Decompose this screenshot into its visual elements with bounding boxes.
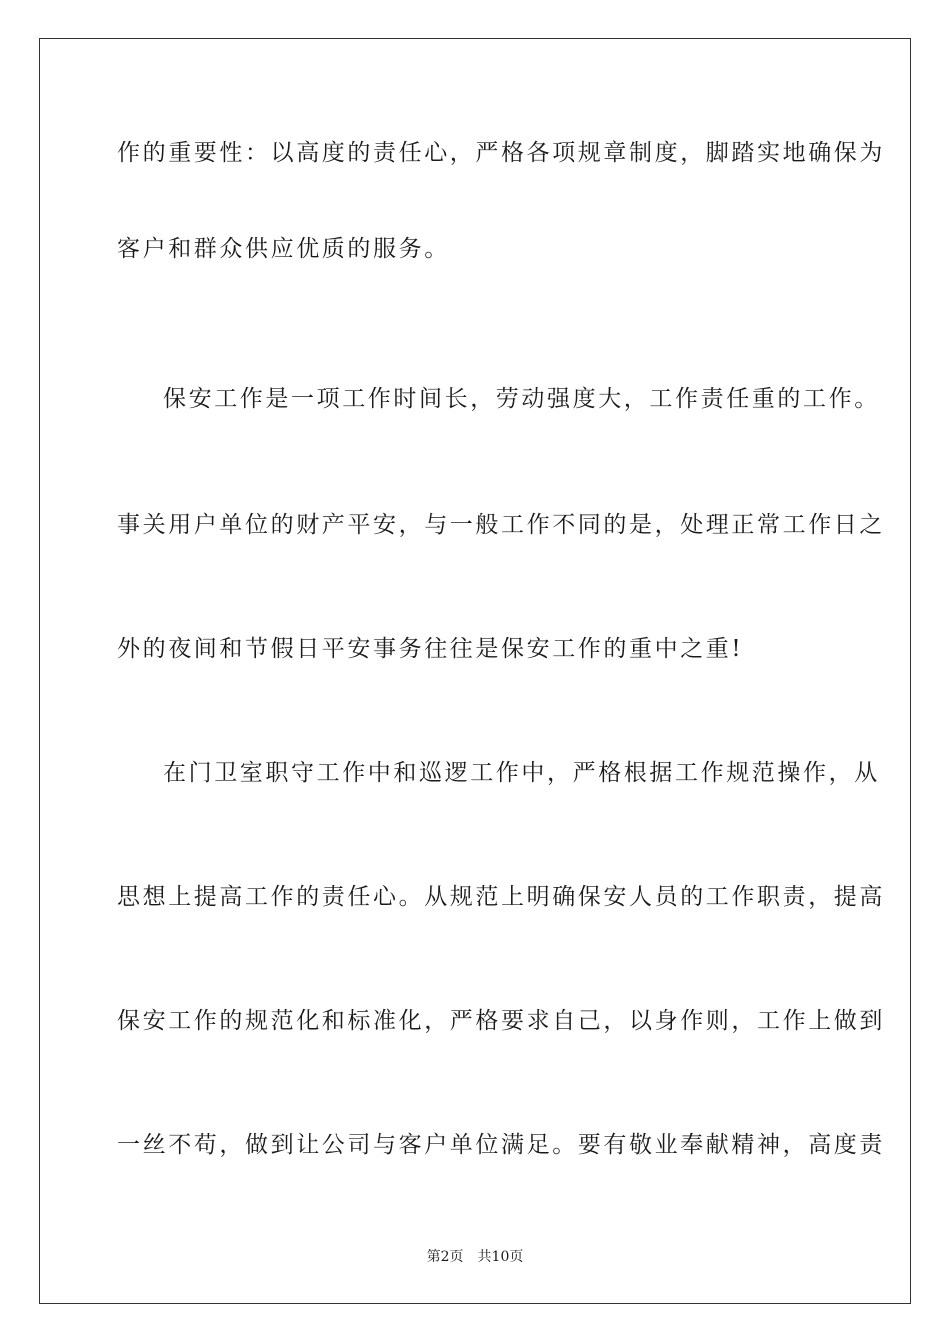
text-line-5: 外的夜间和节假日平安事务往往是保安工作的重中之重! (117, 636, 744, 662)
text-line-1: 作的重要性：以高度的责任心，严格各项规章制度，脚踏实地确保为 (117, 140, 885, 166)
page-frame (39, 38, 911, 1304)
text-line-8: 保安工作的规范化和标准化，严格要求自己，以身作则，工作上做到 (117, 1008, 885, 1034)
page-total: 共10页 (477, 1249, 524, 1265)
text-line-6: 在门卫室职守工作中和巡逻工作中，严格根据工作规范操作，从 (163, 760, 880, 786)
text-line-9: 一丝不苟，做到让公司与客户单位满足。要有敬业奉献精神，高度责 (117, 1132, 885, 1158)
text-line-4: 事关用户单位的财产平安，与一般工作不同的是，处理正常工作日之 (117, 512, 885, 538)
text-line-7: 思想上提高工作的责任心。从规范上明确保安人员的工作职责，提高 (117, 884, 885, 910)
text-line-2: 客户和群众供应优质的服务。 (117, 236, 450, 262)
text-line-3: 保安工作是一项工作时间长，劳动强度大，工作责任重的工作。 (163, 386, 880, 412)
page-number: 第2页 (426, 1249, 464, 1265)
page-footer (0, 1248, 950, 1266)
